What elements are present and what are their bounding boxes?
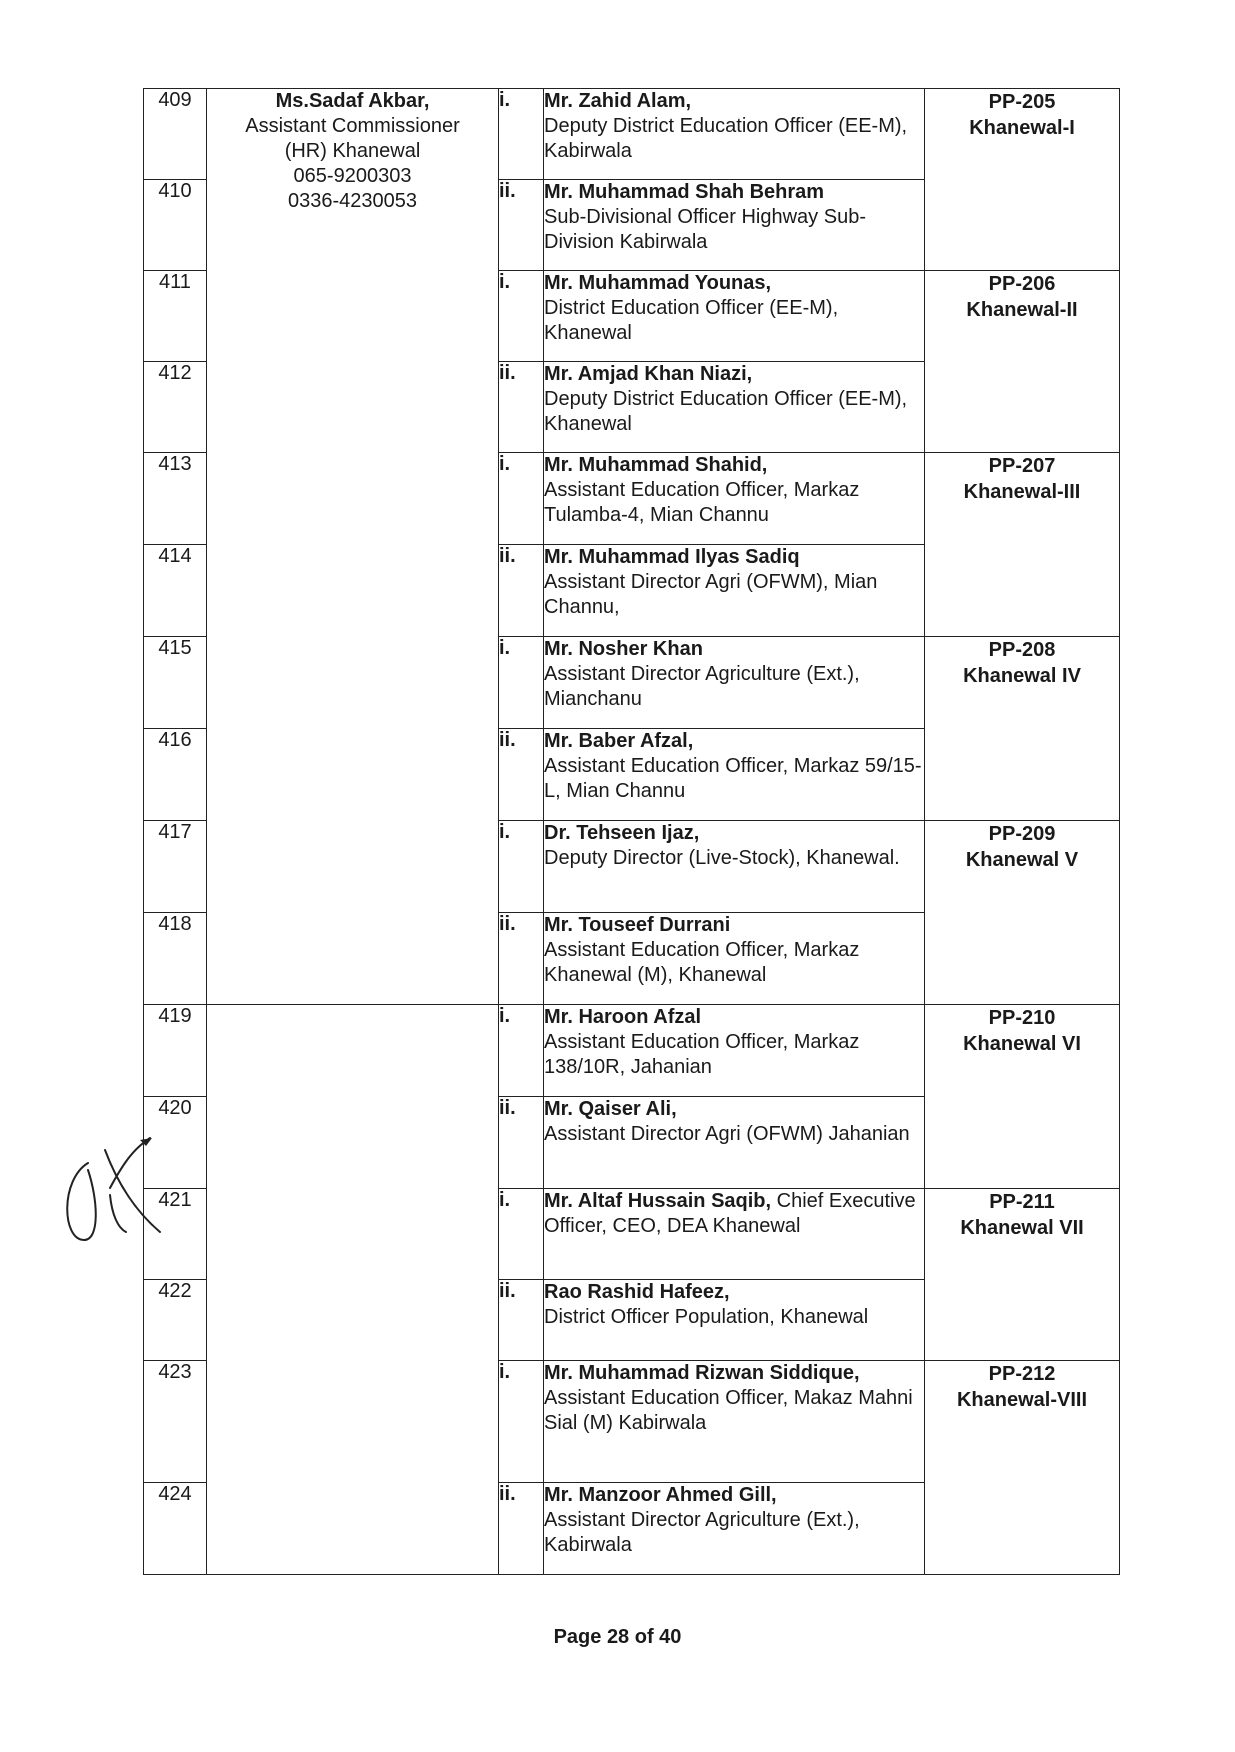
member-name: Mr. Zahid Alam, [544,90,692,112]
roman-numeral: i. [499,1361,544,1483]
constituency-name: Khanewal V [965,849,1079,871]
constituency-name: Khanewal-VIII [956,1389,1088,1411]
serial-number: 422 [144,1280,207,1361]
constituency-name: Khanewal-II [966,299,1078,321]
member-designation: Assistant Education Officer, Markaz 138/10R, Jahanian [544,1031,860,1078]
member-designation: Deputy District Education Officer (EE-M), Kabirwala [544,115,908,162]
member-designation: Chief Executive Officer, CEO, DEA Khanewal [544,1190,916,1237]
roman-numeral: i. [499,637,544,729]
constituency-name: Khanewal VII [960,1217,1084,1239]
constituency-code: PP-212 [988,1363,1056,1385]
member-designation: District Education Officer (EE-M), Khanewal [544,297,839,344]
member-name: Rao Rashid Hafeez, [544,1281,730,1303]
constituency-code: PP-209 [988,823,1056,845]
officer-phone: 065-9200303 [293,165,412,187]
member-name: Mr. Muhammad Younas, [544,272,772,294]
member-name: Mr. Qaiser Ali, [544,1098,677,1120]
serial-number: 423 [144,1361,207,1483]
member-name: Mr. Touseef Durrani [544,914,731,936]
constituency-code: PP-210 [988,1007,1056,1029]
constituency-code: PP-207 [988,455,1056,477]
member-name: Mr. Muhammad Rizwan Siddique, [544,1362,860,1384]
roman-numeral: ii. [499,913,544,1005]
serial-number: 421 [144,1189,207,1280]
roman-numeral: i. [499,89,544,180]
constituency-code: PP-206 [988,273,1056,295]
member-name: Dr. Tehseen Ijaz, [544,822,700,844]
member-name: Mr. Manzoor Ahmed Gill, [544,1484,777,1506]
member-name: Mr. Muhammad Ilyas Sadiq [544,546,800,568]
member-name: Mr. Muhammad Shah Behram [544,181,825,203]
member-designation: Assistant Director Agri (OFWM) Jahanian [544,1123,910,1145]
member-designation: Assistant Director Agriculture (Ext.), Kabirwala [544,1509,860,1556]
page-number: Page 28 of 40 [553,1626,682,1648]
constituency-code: PP-211 [989,1191,1055,1213]
member-designation: Assistant Education Officer, Markaz Khanewal (M), Khanewal [544,939,860,986]
member-designation: Assistant Education Officer, Markaz Tulamba-4, Mian Channu [544,479,860,526]
serial-number: 410 [144,180,207,271]
member-name: Mr. Muhammad Shahid, [544,454,768,476]
constituency-name: Khanewal IV [963,665,1081,687]
roman-numeral: ii. [499,729,544,821]
serial-number: 415 [144,637,207,729]
serial-number: 419 [144,1005,207,1097]
member-name: Mr. Altaf Hussain Saqib, [544,1190,772,1212]
roman-numeral: ii. [499,362,544,453]
roman-numeral: ii. [499,1097,544,1189]
serial-number: 411 [144,271,207,362]
serial-number: 416 [144,729,207,821]
officer-mobile: 0336-4230053 [287,190,417,212]
roman-numeral: i. [499,1189,544,1280]
member-designation: Deputy District Education Officer (EE-M), Khanewal [544,388,908,435]
serial-number: 413 [144,453,207,545]
serial-number: 409 [144,89,207,180]
officer-designation: Assistant Commissioner [245,115,460,137]
roman-numeral: ii. [499,1280,544,1361]
serial-number: 414 [144,545,207,637]
officer-name: Ms.Sadaf Akbar, [275,90,430,112]
member-designation: Sub-Divisional Officer Highway Sub-Division Kabirwala [544,206,866,253]
serial-number: 420 [144,1097,207,1189]
roman-numeral: i. [499,271,544,362]
member-name: Mr. Nosher Khan [544,638,703,660]
member-designation: Assistant Education Officer, Markaz 59/15-L, Mian Channu [544,755,922,802]
roman-numeral: ii. [499,545,544,637]
constituency-name: Khanewal-I [969,117,1075,139]
member-designation: Assistant Director Agriculture (Ext.), Mianchanu [544,663,860,710]
roman-numeral: i. [499,821,544,913]
member-name: Mr. Haroon Afzal [544,1006,702,1028]
officer-office: (HR) Khanewal [284,140,421,162]
constituency-code: PP-208 [988,639,1056,661]
constituency-code: PP-205 [988,91,1056,113]
constituency-name: Khanewal-III [963,481,1081,503]
constituency-name: Khanewal VI [963,1033,1081,1055]
member-name: Mr. Baber Afzal, [544,730,694,752]
serial-number: 424 [144,1483,207,1575]
member-designation: Assistant Education Officer, Makaz Mahni Sial (M) Kabirwala [544,1387,913,1434]
member-designation: District Officer Population, Khanewal [544,1306,869,1328]
member-designation: Deputy Director (Live-Stock), Khanewal. [544,847,900,869]
member-designation: Assistant Director Agri (OFWM), Mian Channu, [544,571,878,618]
member-name: Mr. Amjad Khan Niazi, [544,363,753,385]
serial-number: 417 [144,821,207,913]
roman-numeral: ii. [499,180,544,271]
serial-number: 418 [144,913,207,1005]
serial-number: 412 [144,362,207,453]
roman-numeral: ii. [499,1483,544,1575]
roman-numeral: i. [499,1005,544,1097]
roman-numeral: i. [499,453,544,545]
